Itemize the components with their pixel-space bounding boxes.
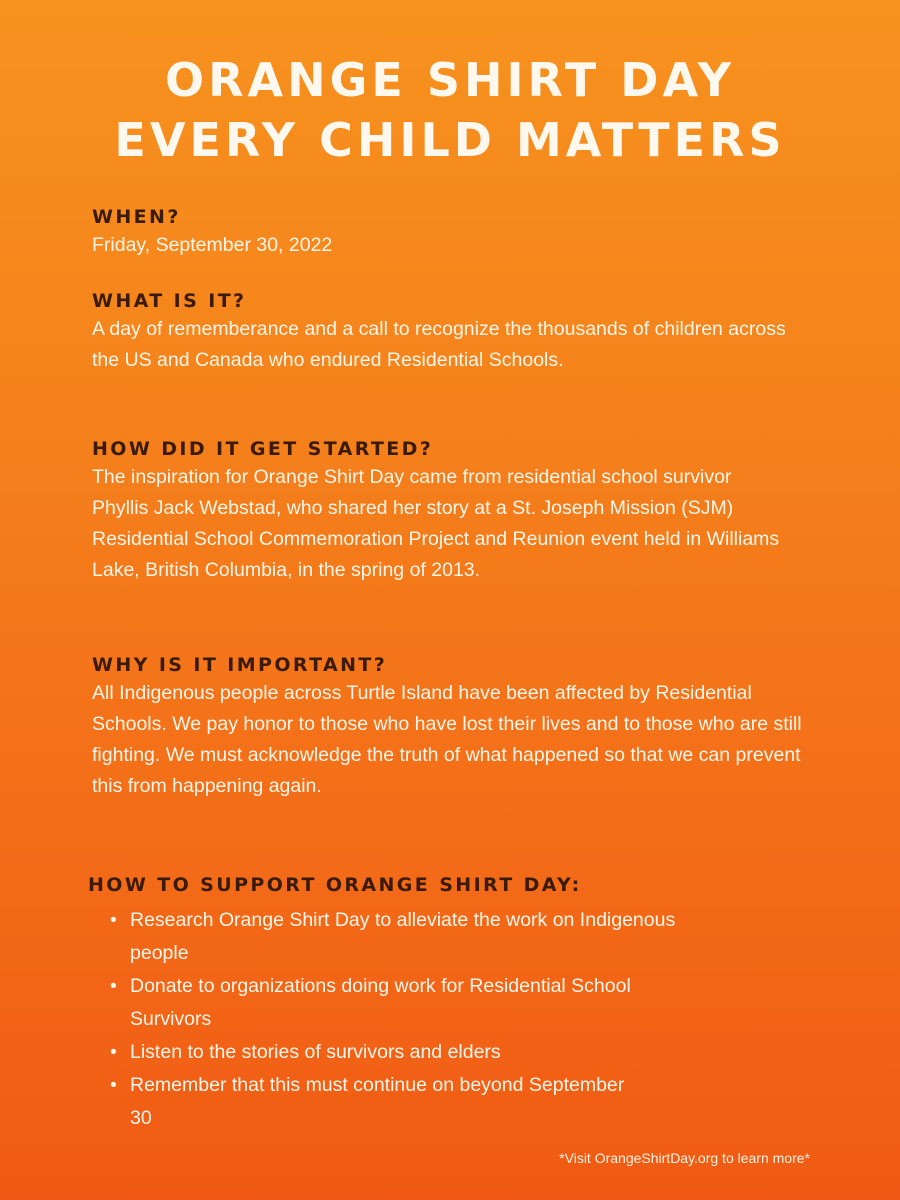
section-when bbox=[92, 204, 332, 261]
section-why bbox=[92, 652, 822, 802]
support-item-text: Research Orange Shirt Day to alleviate the work on Indigenous people bbox=[130, 909, 676, 964]
support-item-text: Listen to the stories of survivors and elders bbox=[130, 1041, 501, 1063]
poster-title-line-2: EVERY CHILD MATTERS bbox=[114, 113, 786, 167]
section-what-text: A day of rememberance and a call to recognize the thousands of children across the US and Canada who endured Residential Schools. bbox=[92, 318, 786, 371]
section-how-heading: HOW DID IT GET STARTED? bbox=[92, 438, 434, 460]
support-item-text: Remember that this must continue on beyond September 30 bbox=[130, 1074, 625, 1129]
section-support bbox=[88, 872, 808, 1135]
section-support-heading: HOW TO SUPPORT ORANGE SHIRT DAY: bbox=[88, 874, 582, 896]
section-when-heading: WHEN? bbox=[92, 206, 181, 228]
section-why-text: All Indigenous people across Turtle Island have been affected by Residential Schools. We pay honor to those who have lost their lives and to those who are still fighting. We must acknowledge the truth of what happened so that we can prevent this from happening again. bbox=[92, 682, 802, 797]
support-list bbox=[88, 904, 808, 1135]
section-how-text: The inspiration for Orange Shirt Day came from residential school survivor Phyllis Jack Webstad, who shared her story at a St. Joseph Mission (SJM) Residential School Commemoration Project and Reunion event held in Williams Lake, British Columbia, in the spring of 2013. bbox=[92, 466, 780, 581]
support-list-item bbox=[110, 904, 808, 970]
section-what-heading: WHAT IS IT? bbox=[92, 290, 247, 312]
section-how bbox=[92, 436, 782, 586]
section-what bbox=[92, 288, 792, 376]
poster-title-line-1: ORANGE SHIRT DAY bbox=[165, 53, 735, 107]
bullet-icon: • bbox=[110, 909, 117, 931]
footer-note: *Visit OrangeShirtDay.org to learn more* bbox=[559, 1150, 810, 1166]
support-item-text: Donate to organizations doing work for Residential School Survivors bbox=[130, 975, 631, 1030]
bullet-icon: • bbox=[110, 975, 117, 997]
bullet-icon: • bbox=[110, 1074, 117, 1096]
support-list-item bbox=[110, 1069, 808, 1135]
support-list-item bbox=[110, 1036, 808, 1069]
bullet-icon: • bbox=[110, 1041, 117, 1063]
support-list-item bbox=[110, 970, 808, 1036]
section-why-heading: WHY IS IT IMPORTANT? bbox=[92, 654, 388, 676]
section-when-text: Friday, September 30, 2022 bbox=[92, 234, 333, 256]
